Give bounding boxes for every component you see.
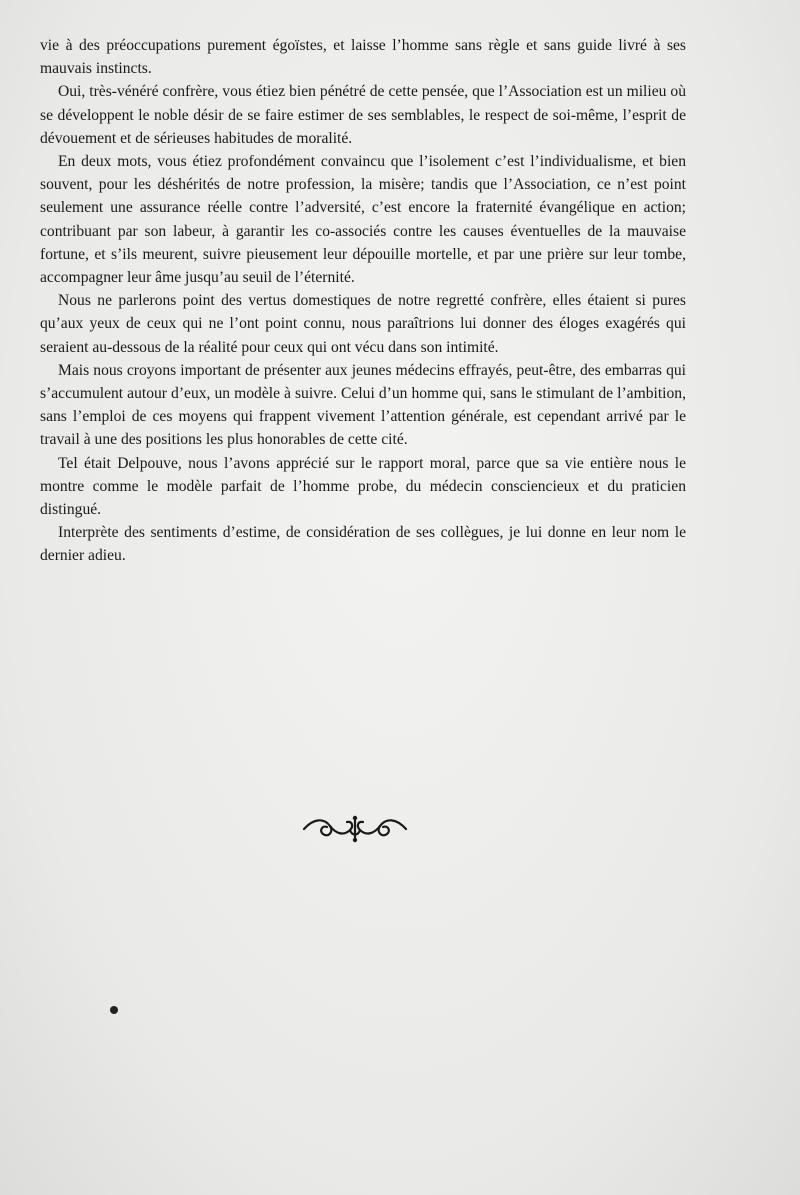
paragraph: vie à des préoccupations purement égoïstes, et laisse l’homme sans règle et sans guide livré à ses mauvais instincts.	[40, 37, 686, 78]
flourish-ornament-icon	[300, 812, 410, 846]
paragraph: Tel était Delpouve, nous l’avons apprécié sur le rapport moral, parce que sa vie entière nous le montre comme le modèle parfait de l’homme probe, du médecin consciencieux et du praticien distingué.	[40, 454, 686, 519]
paragraph: Oui, très-vénéré confrère, vous étiez bien pénétré de cette pensée, que l’Association est un milieu où se développent le noble désir de se faire estimer de ses semblables, le respect de soi-même, l’esprit de dévouement et de sérieuses habitudes de moralité.	[40, 83, 686, 147]
ink-spot	[110, 1006, 118, 1014]
paragraph: Nous ne parlerons point des vertus domestiques de notre regretté confrère, elles étaient si pures qu’aux yeux de ceux qui ne l’ont point connu, nous paraîtrions lui donner des éloges exagérés qui seraient au-dessous de la réalité pour ceux qui ont vécu dans son intimité.	[40, 292, 686, 356]
paragraph: Mais nous croyons important de présenter aux jeunes médecins effrayés, peut-être, des embarras qui s’accumulent autour d’eux, un modèle à suivre. Celui d’un homme qui, sans le stimulant de l’ambition, sans l’emploi de ces moyens qui frappent vivement l’attention générale, est cependant arrivé par le travail à une des positions les plus honorables de cette cité.	[40, 361, 686, 449]
show-through-text	[45, 690, 750, 1150]
paragraph: Interprète des sentiments d’estime, de considération de ses collègues, je lui donne en leur nom le dernier adieu.	[40, 524, 686, 565]
body-text	[40, 34, 686, 568]
paragraph: En deux mots, vous étiez profondément convaincu que l’isolement c’est l’individualisme, et bien souvent, pour les déshérités de notre profession, la misère; tandis que l’Association, ce n’est point seulement une assurance réelle contre l’adversité, c’est encore la fraternité évangélique en action; contribuant par son labeur, à garantir les co-associés contre les causes éventuelles de la mauvaise fortune, et s’ils meurent, suivre pieusement leur dépouille mortelle, et par une prière sur leur tombe, accompagner leur âme jusqu’au seuil de l’éternité.	[40, 153, 686, 287]
